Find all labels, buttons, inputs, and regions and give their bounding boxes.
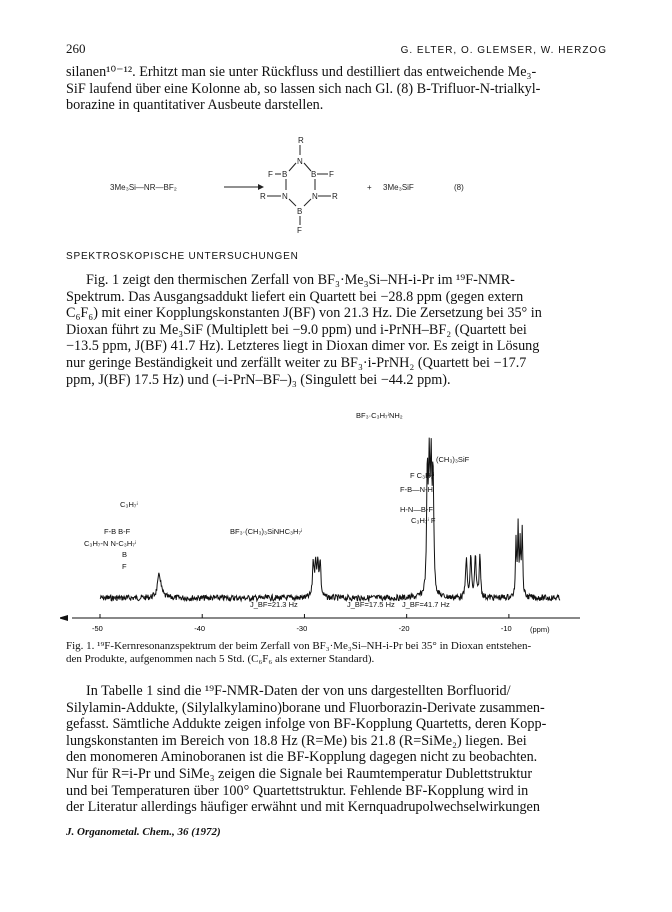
- ring-atom-f-left: F: [268, 170, 273, 179]
- text-line: Spektrum. Das Ausgangsaddukt liefert ein Quartett bei −28.8 ppm (gegen extern: [66, 288, 524, 305]
- ring-atom-b-left: B: [282, 170, 288, 179]
- dimer-bottom: C₃H₇ⁱ F: [411, 516, 436, 525]
- bond: [289, 163, 296, 171]
- text-line: silanen¹⁰⁻¹². Erhitzt man sie unter Rückfluss und destilliert das entweichende Me₃-: [66, 64, 537, 80]
- figure-caption: [66, 640, 607, 666]
- axis-arrow: [60, 615, 68, 621]
- text-line: In Tabelle 1 sind die ¹⁹F-NMR-Daten der von uns dargestellten Borfluorid/: [86, 683, 511, 699]
- dimer-row-2: H-N—B-F: [400, 505, 433, 514]
- arrow-head: [258, 184, 264, 190]
- text-line: der Literatur allerdings häufiger erwähnt und mit Kernquadrupolwechselwirkungen: [66, 799, 540, 816]
- ring-atom-b-right: B: [311, 170, 317, 179]
- peak-label-silylamine-adduct: BF₃·(CH₃)₃SiNHC₃H₇ⁱ: [230, 527, 303, 536]
- coupling-label-1: J_BF=21.3 Hz: [250, 600, 298, 609]
- borazine-substituent: C₃H₇ⁱ: [120, 500, 138, 509]
- journal-footer: J. Organometal. Chem., 36 (1972): [66, 826, 221, 838]
- text-line: Fig. 1 zeigt den thermischen Zerfall von BF₃·Me₃Si–NH-i-Pr im ¹⁹F-NMR-: [86, 272, 515, 288]
- caption-line: Fig. 1. ¹⁹F-Kernresonanzspektrum der beim Zerfall von BF₃·Me₃Si–NH-i-Pr bei 35° in Dioxan entstehen-: [66, 640, 532, 652]
- x-tick-label: -40: [194, 624, 206, 633]
- plus-sign: +: [367, 183, 372, 192]
- borazine-boron: B: [122, 550, 128, 559]
- paragraph-1: [66, 272, 607, 388]
- text-line: −13.5 ppm, J(BF) 41.7 Hz). Letzteres liegt in Dioxan dimer vor. Es zeigt in Lösung: [66, 338, 540, 355]
- borazine-fluorine: F: [122, 562, 127, 571]
- ring-atom-n-right: N: [312, 192, 318, 201]
- peak-label-bf3-amine: BF₃·C₃H₇ⁱNH₂: [356, 411, 403, 420]
- borazine-row-1: F-B B-F: [104, 527, 131, 536]
- ppm-unit-label: (ppm): [530, 625, 550, 634]
- reaction-equation: [100, 135, 520, 235]
- ring-atom-n-top: N: [297, 157, 303, 166]
- ring-atom-r-left: R: [260, 192, 266, 201]
- ring-atom-n-left: N: [282, 192, 288, 201]
- intro-paragraph: [66, 64, 607, 114]
- text-line: ppm, J(BF) 17.5 Hz) und (–i-PrN–BF–)₃ (Singulett bei −44.2 ppm).: [66, 371, 451, 388]
- ring-atom-r-right: R: [332, 192, 338, 201]
- text-line: Dioxan führt zu Me₃SiF (Multiplett bei −9.0 ppm) und i-PrNH–BF₂ (Quartett bei: [66, 321, 527, 338]
- reactant-text: 3Me₃Si—NR—BF₂: [110, 183, 177, 192]
- caption-line: den Produkte, aufgenommen nach 5 Std. (C₆F₆ als externer Standard).: [66, 653, 375, 665]
- x-tick-label: -10: [500, 624, 512, 633]
- nmr-spectrum-figure: [60, 400, 615, 640]
- bond: [304, 199, 311, 206]
- peak-label-me3sif: (CH₃)₃SiF: [436, 455, 470, 464]
- x-tick-label: -20: [398, 624, 410, 633]
- borazine-row-2: C₃H₇-N N-C₃H₇ⁱ: [84, 539, 137, 548]
- text-line: borazine in quantitativer Ausbeute darstellen.: [66, 97, 324, 114]
- text-line: Nur für R=i-Pr und SiMe₃ zeigen die Signale bei Raumtemperatur Dublettstruktur: [66, 765, 533, 782]
- spectrum-trace: [100, 438, 560, 601]
- x-tick-label: -50: [92, 624, 103, 633]
- text-line: SiF laufend über eine Kolonne ab, so lassen sich nach Gl. (8) B-Trifluor-N-trialkyl-: [66, 80, 541, 97]
- spectrum-trace-group: [100, 438, 560, 601]
- dimer-top: F C₃H₇ⁱ: [410, 471, 435, 480]
- ring-atom-r-top: R: [298, 136, 304, 145]
- text-line: den monomeren Aminoboranen ist die BF-Kopplung dagegen nicht zu beobachten.: [66, 749, 538, 766]
- ring-atom-b-bottom: B: [297, 207, 303, 216]
- x-tick-label: -30: [296, 624, 308, 633]
- bond: [289, 199, 296, 206]
- text-line: gefasst. Sämtliche Addukte zeigen infolge von BF-Kopplung Quartetts, deren Kopp-: [66, 716, 547, 733]
- text-line: und bei Temperaturen über 100° Quartettstruktur. Fehlende BF-Kopplung wird in: [66, 782, 529, 799]
- text-line: Silylamin-Addukte, (Silylalkylamino)borane und Fluorborazin-Derivate zusammen-: [66, 699, 545, 716]
- text-line: C₆F₆) mit einer Kopplungskonstanten J(BF) von 21.3 Hz. Die Zersetzung bei 35° in: [66, 305, 542, 322]
- dimer-row-1: F-B—N-H: [400, 485, 433, 494]
- paragraph-2: [66, 683, 607, 816]
- coupling-label-2: J_BF=17.5 Hz: [347, 600, 395, 609]
- section-heading: SPEKTROSKOPISCHE UNTERSUCHUNGEN: [66, 251, 299, 262]
- ring-atom-f-right: F: [329, 170, 334, 179]
- product-text: 3Me₃SiF: [383, 183, 414, 192]
- text-line: lungskonstanten im Bereich von 18.8 Hz (R=Me) bis 21.8 (R=SiMe₂) liegen. Bei: [66, 732, 527, 749]
- ring-atom-f-bottom: F: [297, 226, 302, 235]
- bond: [304, 163, 311, 171]
- page-number: 260: [66, 41, 86, 56]
- text-line: nur geringe Beständigkeit und zerfällt weiter zu BF₃·i-PrNH₂ (Quartett bei −17.7: [66, 354, 527, 371]
- coupling-label-3: J_BF=41.7 Hz: [402, 600, 450, 609]
- tick-group: [92, 614, 512, 633]
- running-head: G. ELTER, O. GLEMSER, W. HERZOG: [400, 45, 607, 56]
- equation-number: (8): [454, 183, 464, 192]
